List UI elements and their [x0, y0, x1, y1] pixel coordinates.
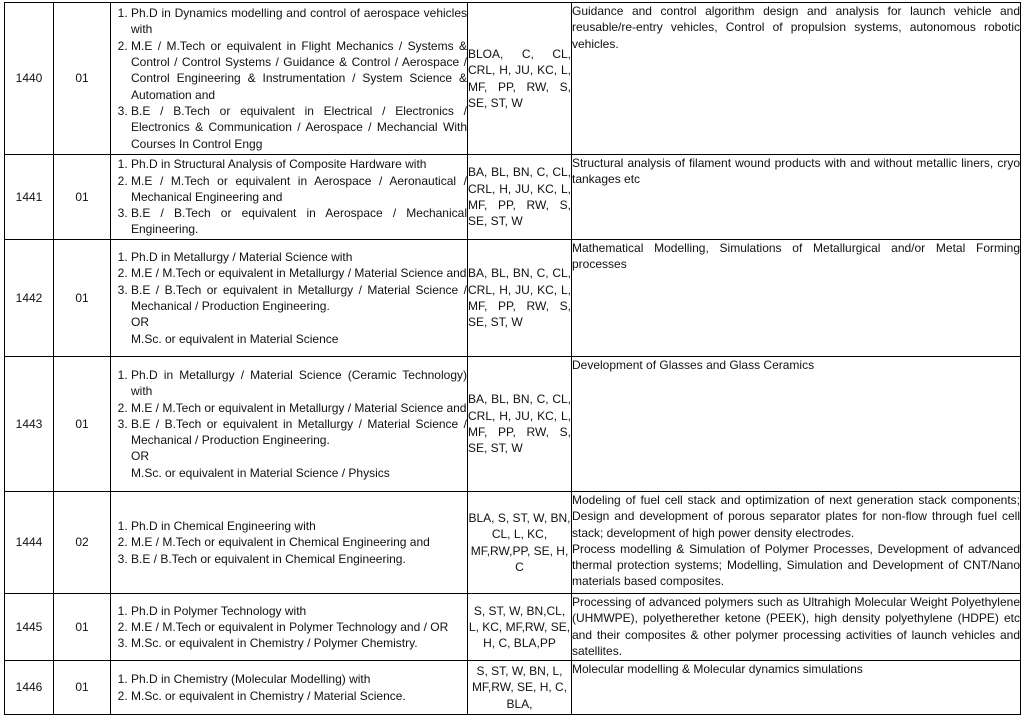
table-row	[5, 155, 1021, 240]
qualification-list	[111, 156, 467, 237]
area-of-specialization	[572, 3, 1021, 155]
qualification-item: 2. M.E / M.Tech or equivalent in Metallurgy / Material Science and	[131, 400, 467, 416]
alternative-qualification: M.Sc. or equivalent in Material Science	[131, 331, 339, 346]
vacancy-count: 01	[54, 240, 111, 357]
qualification-item: 3. B.E / B.Tech or equivalent in Metallurgy / Material Science / Mechanical / Production Engineering.	[131, 282, 467, 315]
qualification-cell	[111, 492, 468, 594]
vacancy-count: 01	[54, 155, 111, 240]
area-text: Guidance and control algorithm design and analysis for launch vehicle and reusable/re-entry vehicles, Control of propulsion systems, autonomous robotic vehicles.	[572, 4, 1020, 51]
posts-table	[4, 2, 1021, 715]
area-of-specialization	[572, 661, 1021, 715]
vacancy-count: 01	[54, 661, 111, 715]
qualification-list	[111, 5, 467, 152]
table-row	[5, 492, 1021, 594]
post-code: 1445	[5, 594, 54, 661]
qualification-item: 3. B.E / B.Tech or equivalent in Metallurgy / Material Science / Mechanical / Production Engineering.	[131, 416, 467, 449]
alternative-qualification: M.Sc. or equivalent in Material Science / Physics	[131, 465, 390, 480]
category-list: S, ST, W, BN, L, MF,RW, SE, H, C, BLA,	[468, 661, 572, 715]
area-text: Mathematical Modelling, Simulations of Metallurgical and/or Metal Forming processes	[572, 241, 1020, 272]
qualification-item: 2. M.Sc. or equivalent in Chemistry / Material Science.	[131, 688, 467, 704]
category-list: BLOA, C, CL, CRL, H, JU, KC, L, MF, PP, RW, S, SE, ST, W	[468, 3, 572, 155]
table-row	[5, 357, 1021, 492]
category-list: BA, BL, BN, C, CL, CRL, H, JU, KC, L, MF, PP, RW, S, SE, ST, W	[468, 357, 572, 492]
area-text: Processing of advanced polymers such as Ultrahigh Molecular Weight Polyethylene (UHMWPE), polyetherether ketone (PEEK), high density polyethylene (HDPE) etc and their composites & other polymer processing activities of launch vehicles and satellites.	[572, 595, 1020, 658]
post-code: 1441	[5, 155, 54, 240]
qualification-item: 1. Ph.D in Metallurgy / Material Science with	[131, 249, 467, 265]
qualification-item: 2. M.E / M.Tech or equivalent in Chemical Engineering and	[131, 534, 467, 550]
qualification-list	[111, 367, 467, 448]
qualification-cell	[111, 155, 468, 240]
table-row	[5, 3, 1021, 155]
qualification-item: 1. Ph.D in Dynamics modelling and control of aerospace vehicles with	[131, 5, 467, 38]
qualification-list	[111, 603, 467, 652]
qualification-item: 3. B.E / B.Tech or equivalent in Aerospace / Mechanical Engineering.	[131, 205, 467, 238]
qualification-cell	[111, 3, 468, 155]
area-of-specialization	[572, 594, 1021, 661]
qualification-item: 2. M.E / M.Tech or equivalent in Aerospace / Aeronautical / Mechanical Engineering and	[131, 173, 467, 206]
area-of-specialization	[572, 155, 1021, 240]
post-code: 1442	[5, 240, 54, 357]
vacancy-count: 01	[54, 357, 111, 492]
post-code: 1444	[5, 492, 54, 594]
category-list: S, ST, W, BN,CL, L, KC, MF,RW, SE, H, C, BLA,PP	[468, 594, 572, 661]
category-list: BA, BL, BN, C, CL, CRL, H, JU, KC, L, MF, PP, RW, S, SE, ST, W	[468, 240, 572, 357]
vacancy-count: 01	[54, 594, 111, 661]
area-of-specialization	[572, 492, 1021, 594]
qualification-item: 2. M.E / M.Tech or equivalent in Metallurgy / Material Science and	[131, 265, 467, 281]
qualification-cell	[111, 594, 468, 661]
qualification-item: 3. B.E / B.Tech or equivalent in Chemical Engineering.	[131, 551, 467, 567]
vacancy-count: 02	[54, 492, 111, 594]
qualification-item: 1. Ph.D in Chemistry (Molecular Modelling) with	[131, 671, 467, 687]
category-list: BA, BL, BN, C, CL, CRL, H, JU, KC, L, MF, PP, RW, S, SE, ST, W	[468, 155, 572, 240]
qualification-item: 2. M.E / M.Tech or equivalent in Flight Mechanics / Systems & Control / Control Systems / Guidance & Control / Aerospace / Control Engineering & Instrumentation / System Science & Automation and	[131, 38, 467, 103]
qualification-cell	[111, 661, 468, 715]
area-text: Structural analysis of filament wound products with and without metallic liners, cryo tankages etc	[572, 156, 1020, 187]
area-text: Development of Glasses and Glass Ceramics	[572, 358, 815, 372]
qualification-item: 3. B.E / B.Tech or equivalent in Electrical / Electronics / Electronics & Communication / Aerospace / Mechancial With Courses In Control Engg	[131, 103, 467, 152]
table-row	[5, 661, 1021, 715]
category-list: BLA, S, ST, W, BN, CL, L, KC, MF,RW,PP, SE, H, C	[468, 492, 572, 594]
qualification-item: 2. M.E / M.Tech or equivalent in Polymer Technology and / OR	[131, 619, 467, 635]
or-label: OR	[131, 449, 149, 464]
qualification-item: 1. Ph.D in Polymer Technology with	[131, 603, 467, 619]
area-text: Process modelling & Simulation of Polymer Processes, Development of advanced thermal protection systems; Modelling, Simulation and Development of CNT/Nano materials based composites.	[572, 541, 1020, 589]
area-text: Molecular modelling & Molecular dynamics simulations	[572, 662, 863, 676]
qualification-list	[111, 518, 467, 567]
qualification-list	[111, 671, 467, 704]
qualification-cell	[111, 240, 468, 357]
area-text: Modeling of fuel cell stack and optimization of next generation stack components; Design and development of porous separator plates for non-flow through fuel cell stack; development of high power density electrodes.	[572, 493, 1020, 540]
table-row	[5, 240, 1021, 357]
post-code: 1446	[5, 661, 54, 715]
qualification-item: 1. Ph.D in Chemical Engineering with	[131, 518, 467, 534]
qualification-item: 3. M.Sc. or equivalent in Chemistry / Polymer Chemistry.	[131, 635, 467, 651]
area-of-specialization	[572, 240, 1021, 357]
qualification-item: 1. Ph.D in Metallurgy / Material Science (Ceramic Technology) with	[131, 367, 467, 400]
area-of-specialization	[572, 357, 1021, 492]
post-code: 1443	[5, 357, 54, 492]
or-label: OR	[131, 315, 149, 330]
qualification-cell	[111, 357, 468, 492]
post-code: 1440	[5, 3, 54, 155]
vacancy-count: 01	[54, 3, 111, 155]
qualification-item: 1. Ph.D in Structural Analysis of Composite Hardware with	[131, 156, 467, 172]
table-row	[5, 594, 1021, 661]
qualification-list	[111, 249, 467, 314]
